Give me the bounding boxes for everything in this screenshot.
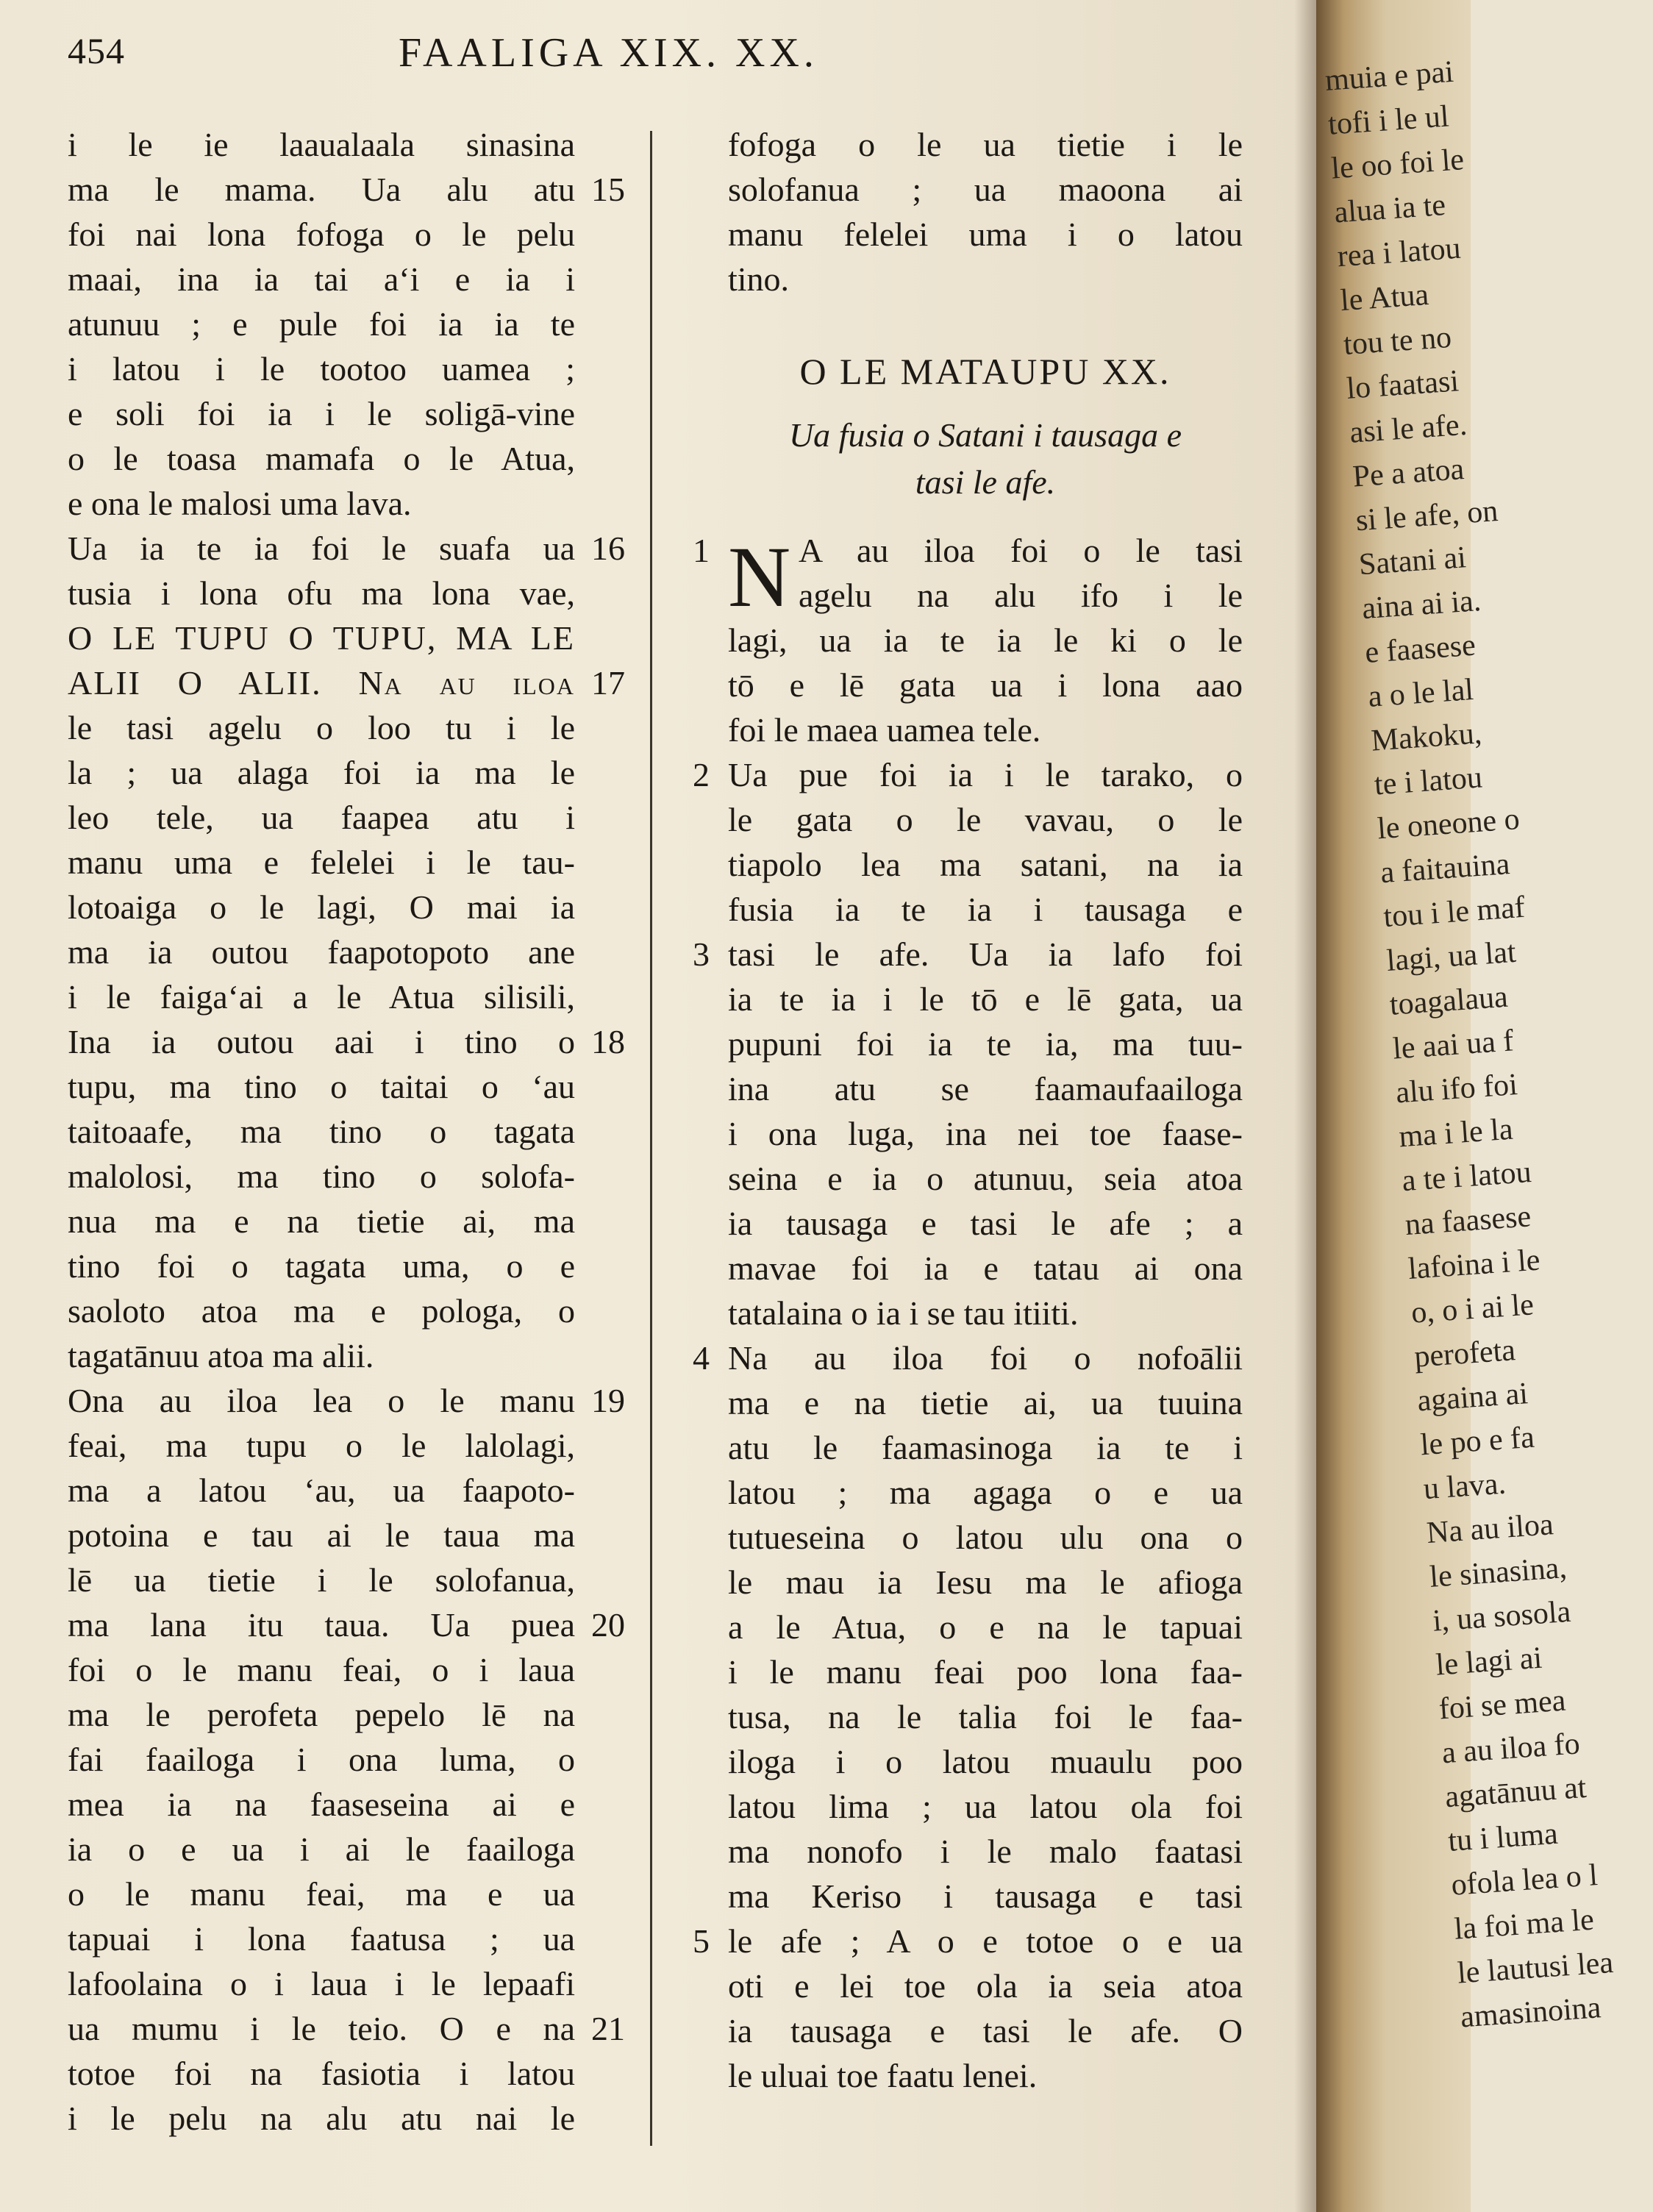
text-line <box>68 1647 634 1692</box>
text-line <box>728 573 1243 618</box>
text-line <box>68 122 634 167</box>
line-text: saoloto atoa ma e pologa, o <box>68 1292 575 1330</box>
text-line <box>68 391 634 436</box>
verse-number: 19 <box>591 1382 625 1419</box>
line-text: la ; ua alaga foi ia ma le <box>68 754 575 791</box>
line-text: Ua ia te ia foi le suafa ua <box>68 529 575 567</box>
line-text: latou ; ma agaga o e ua <box>728 1474 1243 1511</box>
verse-number: 1 <box>693 532 710 569</box>
text-line <box>68 2051 634 2096</box>
line-text: tutueseina o latou ulu ona o <box>728 1519 1243 1556</box>
facing-page-line: i, ua sosola <box>1431 1594 1572 1638</box>
line-text: iloga i o latou muaulu poo <box>728 1743 1243 1780</box>
text-line <box>728 1021 1243 1066</box>
line-text: ma le mama. Ua alu atu <box>68 171 575 208</box>
line-text: o le toasa mamafa o le Atua, <box>68 440 575 477</box>
text-line <box>728 707 1243 752</box>
chapter-body <box>693 528 1243 2098</box>
line-text: mea ia na faaseseina ai e <box>68 1785 575 1823</box>
line-text: ma Keriso i tausaga e tasi <box>728 1877 1243 1915</box>
text-line <box>68 795 634 840</box>
text-line <box>68 2006 634 2051</box>
text-line <box>68 1288 634 1333</box>
text-line <box>68 750 634 795</box>
verse-number: 4 <box>693 1339 710 1377</box>
text-line <box>68 1602 634 1647</box>
facing-page-line: muia e pai <box>1324 54 1455 98</box>
right-column <box>693 122 1243 2098</box>
text-line <box>68 1468 634 1513</box>
facing-page-line: a o le lal <box>1367 672 1475 714</box>
facing-page-line: le po e fa <box>1419 1420 1536 1463</box>
line-text: atu le faamasinoga ia te i <box>728 1429 1243 1466</box>
text-line <box>728 663 1243 707</box>
line-text: manu felelei uma i o latou <box>728 215 1243 253</box>
facing-page-line: o, o i ai le <box>1410 1288 1535 1330</box>
facing-page-line: si le afe, on <box>1354 494 1499 538</box>
text-line <box>68 302 634 346</box>
line-text: ma lana itu taua. Ua puea <box>68 1606 575 1644</box>
line-text: tiapolo lea ma satani, na ia <box>728 846 1243 883</box>
facing-page-line: a au iloa fo <box>1440 1727 1582 1771</box>
line-text: le tasi agelu o loo tu i le <box>68 709 575 746</box>
facing-page-line: a te i latou <box>1401 1155 1533 1199</box>
verse-number: 21 <box>591 2010 625 2047</box>
line-text: fofoga o le ua tietie i le <box>728 126 1243 163</box>
facing-page-line: aina ai ia. <box>1360 583 1482 627</box>
facing-page-line: ma i le la <box>1397 1112 1514 1155</box>
line-text: nua ma e na tietie ai, ma <box>68 1202 575 1240</box>
facing-page-line: le aai ua f <box>1391 1024 1515 1066</box>
line-text: i latou i le tootoo uamea ; <box>68 350 575 388</box>
text-line <box>728 977 1243 1021</box>
line-text: tapuai i lona faatusa ; ua <box>68 1920 575 1958</box>
text-line <box>68 1199 634 1244</box>
facing-page-line: le Atua <box>1339 277 1430 318</box>
text-line <box>728 1425 1243 1470</box>
line-text: lotoaiga o le lagi, O mai ia <box>68 888 575 926</box>
facing-page-line: la foi ma le <box>1453 1902 1596 1947</box>
text-line <box>728 1201 1243 1246</box>
text-line <box>68 436 634 481</box>
line-text: tatalaina o ia i se tau itiiti. <box>728 1294 1079 1332</box>
page-header <box>68 29 1244 81</box>
column-divider <box>650 131 652 2146</box>
facing-page-line: tofi i le ul <box>1327 99 1450 142</box>
line-text: i le pelu na alu atu nai le <box>68 2099 575 2137</box>
text-line <box>68 571 634 616</box>
line-text: ma le perofeta pepelo lē na <box>68 1696 575 1733</box>
text-line <box>728 1380 1243 1425</box>
facing-page-line: perofeta <box>1413 1333 1517 1374</box>
line-text: i le ie laaualaala sinasina <box>68 126 575 163</box>
text-line <box>728 1470 1243 1515</box>
facing-page-line: tou i le maf <box>1382 890 1527 935</box>
text-line <box>728 797 1243 842</box>
line-text: lafoolaina o i laua i le lepaafi <box>68 1965 575 2002</box>
line-text: le mau ia Iesu ma le afioga <box>728 1563 1243 1601</box>
text-line <box>728 2008 1243 2053</box>
line-text: seina e ia o atunuu, seia atoa <box>728 1160 1243 1197</box>
verse-number: 20 <box>591 1606 625 1644</box>
line-text: i le faiga‘ai a le Atua silisili, <box>68 978 575 1016</box>
text-line <box>728 1649 1243 1694</box>
line-text: fai faailoga i ona luma, o <box>68 1741 575 1778</box>
verse-number: 3 <box>693 935 710 973</box>
verse-number: 15 <box>591 171 625 208</box>
facing-page-line: toagalaua <box>1388 980 1510 1022</box>
text-line <box>728 212 1243 257</box>
text-line <box>728 2053 1243 2098</box>
line-text: a le Atua, o e na le tapuai <box>728 1608 1243 1646</box>
line-text: agelu na alu ifo i le <box>799 577 1243 614</box>
line-text: ia te ia i le tō e lē gata, ua <box>728 980 1243 1018</box>
text-line <box>68 212 634 257</box>
text-line <box>68 1064 634 1109</box>
text-line <box>68 346 634 391</box>
line-text: manu uma e felelei i le tau- <box>68 843 575 881</box>
text-line <box>68 1558 634 1602</box>
line-text: ia o e ua i ai le faailoga <box>68 1830 575 1868</box>
line-text: ina atu se faamaufaailoga <box>728 1070 1243 1107</box>
line-text: oti e lei toe ola ia seia atoa <box>728 1967 1243 2005</box>
text-line <box>728 122 1243 167</box>
line-text: feai, ma tupu o le lalolagi, <box>68 1427 575 1464</box>
chapter-title: O LE MATAUPU XX. <box>799 351 1171 392</box>
chapter-summary-line: Ua fusia o Satani i tausaga e <box>788 416 1182 454</box>
line-text: tupu, ma tino o taitai o ‘au <box>68 1068 575 1105</box>
left-column <box>68 122 634 2141</box>
text-line <box>68 1513 634 1558</box>
line-text: Ona au iloa lea o le manu <box>68 1382 575 1419</box>
facing-page-line: le sinasina, <box>1428 1550 1568 1594</box>
chapter-summary-line: tasi le afe. <box>915 463 1056 501</box>
facing-page-line: e faasese <box>1363 628 1477 670</box>
facing-page-line: alua ia te <box>1333 188 1447 230</box>
line-text: e soli foi ia i le soligā-vine <box>68 395 575 432</box>
text-line <box>68 1423 634 1468</box>
line-text: ma a latou ‘au, ua faapoto- <box>68 1471 575 1509</box>
facing-page-line: u lava. <box>1422 1466 1507 1507</box>
page-number: 454 <box>68 30 125 71</box>
facing-page-line: foi se mea <box>1438 1683 1567 1727</box>
line-text: lagi, ua ia te ia le ki o le <box>728 621 1243 659</box>
text-line <box>68 257 634 302</box>
text-line <box>728 1829 1243 1874</box>
line-text: Na au iloa foi o nofoālii <box>728 1339 1243 1377</box>
facing-page-edge <box>1316 0 1615 2212</box>
facing-page-line: tu i luma <box>1446 1816 1560 1859</box>
line-text: maai, ina ia tai a‘i e ia i <box>68 260 575 298</box>
text-line <box>68 1019 634 1064</box>
line-text: ia tausaga e tasi le afe. O <box>728 2012 1243 2049</box>
line-text: potoina e tau ai le taua ma <box>68 1516 575 1554</box>
text-line <box>68 1154 634 1199</box>
text-line <box>68 705 634 750</box>
facing-page-line: tou te no <box>1342 320 1453 362</box>
line-text: tino foi o tagata uma, o e <box>68 1247 575 1285</box>
text-line <box>728 1515 1243 1560</box>
line-text: ma ia outou faapotopoto ane <box>68 933 575 971</box>
chapter-summary <box>728 412 1243 506</box>
facing-page-line: againa ai <box>1416 1377 1529 1419</box>
line-text: ma nonofo i le malo faatasi <box>728 1833 1243 1870</box>
text-line <box>728 1739 1243 1784</box>
line-text: leo tele, ua faapea atu i <box>68 799 575 836</box>
text-line <box>693 752 1243 797</box>
verse-number: 18 <box>591 1023 625 1060</box>
line-text: latou lima ; ua latou ola foi <box>728 1788 1243 1825</box>
text-line <box>728 1605 1243 1649</box>
facing-page-text <box>1324 46 1653 2040</box>
facing-page-line: le lagi ai <box>1435 1641 1543 1683</box>
facing-page-line: agatānuu at <box>1443 1770 1588 1815</box>
line-text: totoe foi na fasiotia i latou <box>68 2055 575 2092</box>
line-text: i ona luga, ina nei toe faase- <box>728 1115 1243 1152</box>
right-column-continuation <box>728 122 1243 302</box>
drop-cap: N <box>728 529 791 625</box>
facing-page-line: na faasese <box>1404 1199 1532 1243</box>
line-text: le uluai toe faatu lenei. <box>728 2057 1038 2094</box>
text-line <box>68 1827 634 1872</box>
line-text: tasi le afe. Ua ia lafo foi <box>728 935 1243 973</box>
verse-number: 17 <box>591 664 625 702</box>
text-line <box>728 887 1243 932</box>
line-text: le gata o le vavau, o le <box>728 801 1243 838</box>
text-line <box>68 1872 634 1916</box>
text-line <box>68 526 634 571</box>
facing-page-line: lo faatasi <box>1345 364 1460 406</box>
line-text: O LE TUPU O TUPU, MA LE <box>68 619 575 657</box>
line-text: ua mumu i le teio. O e na <box>68 2010 575 2047</box>
line-text: tino. <box>728 260 790 298</box>
facing-page-line: Pe a atoa <box>1352 452 1465 494</box>
text-line <box>728 1784 1243 1829</box>
text-line <box>728 1694 1243 1739</box>
text-line <box>693 1335 1243 1380</box>
line-text: fusia ia te ia i tausaga e <box>728 891 1243 928</box>
text-line <box>728 618 1243 663</box>
line-text: A au iloa foi o le tasi <box>799 532 1243 569</box>
verse-number: 2 <box>693 756 710 793</box>
text-line <box>68 167 634 212</box>
running-title: FAALIGA XIX. XX. <box>399 30 818 76</box>
facing-page-line: lagi, ua lat <box>1385 935 1518 978</box>
text-line <box>728 1560 1243 1605</box>
facing-page-line: te i latou <box>1373 760 1484 802</box>
text-line <box>728 1874 1243 1919</box>
text-line <box>693 1919 1243 1963</box>
line-text: foi le maea uamea tele. <box>728 711 1041 749</box>
text-line <box>68 1333 634 1378</box>
facing-page-line: amasinoina <box>1459 1991 1602 2035</box>
line-text: solofanua ; ua maoona ai <box>728 171 1243 208</box>
line-text: i le manu feai poo lona faa- <box>728 1653 1243 1691</box>
facing-page-line: a faitauina <box>1379 847 1511 891</box>
text-line <box>68 481 634 526</box>
text-line <box>728 1066 1243 1111</box>
facing-page-line: lafoina i le <box>1407 1243 1541 1286</box>
line-text: malolosi, ma tino o solofa- <box>68 1157 575 1195</box>
text-line <box>68 616 634 660</box>
text-line <box>728 167 1243 212</box>
text-line <box>68 1692 634 1737</box>
facing-page-line: Satani ai <box>1357 540 1468 582</box>
line-text: tusia i lona ofu ma lona vae, <box>68 574 575 612</box>
text-line <box>68 974 634 1019</box>
line-text: lē ua tietie i le solofanua, <box>68 1561 575 1599</box>
line-text: atunuu ; e pule foi ia ia te <box>68 305 575 343</box>
text-line <box>68 840 634 885</box>
line-text: tusa, na le talia foi le faa- <box>728 1698 1243 1735</box>
verse-number: 5 <box>693 1922 710 1960</box>
facing-page-line: Makoku, <box>1370 716 1483 758</box>
text-line <box>68 1378 634 1423</box>
line-text: Ina ia outou aai i tino o <box>68 1023 575 1060</box>
facing-page-line: rea i latou <box>1336 231 1462 274</box>
facing-page-line: alu ifo foi <box>1394 1068 1519 1110</box>
text-line <box>728 1291 1243 1335</box>
line-text: ALII O ALII. Na au iloa <box>68 664 575 702</box>
text-line <box>68 1782 634 1827</box>
line-text: tagatānuu atoa ma alii. <box>68 1337 374 1374</box>
text-line <box>728 1246 1243 1291</box>
text-line <box>68 1737 634 1782</box>
line-text: e ona le malosi uma lava. <box>68 485 412 522</box>
text-line <box>693 932 1243 977</box>
text-line <box>728 1156 1243 1201</box>
text-line <box>68 1109 634 1154</box>
facing-page-line: le oneone o <box>1376 802 1521 846</box>
line-text: tō e lē gata ua i lona aao <box>728 666 1243 704</box>
facing-page-line: asi le afe. <box>1348 407 1468 450</box>
facing-page-line: le oo foi le <box>1329 143 1465 186</box>
line-text: foi o le manu feai, o i laua <box>68 1651 575 1688</box>
line-text: pupuni foi ia te ia, ma tuu- <box>728 1025 1243 1063</box>
facing-page-line: le lautusi lea <box>1456 1945 1615 1991</box>
line-text: mavae foi ia e tatau ai ona <box>728 1249 1243 1287</box>
text-line <box>68 2096 634 2141</box>
line-text: le afe ; A o e totoe o e ua <box>728 1922 1243 1960</box>
text-line <box>68 1916 634 1961</box>
text-line <box>68 885 634 930</box>
facing-page-line: ofola lea o l <box>1450 1858 1599 1902</box>
text-line <box>68 660 634 705</box>
text-line <box>728 1111 1243 1156</box>
line-text: taitoaafe, ma tino o tagata <box>68 1113 575 1150</box>
text-line <box>68 930 634 974</box>
text-line <box>68 1244 634 1288</box>
verse-number: 16 <box>591 529 625 567</box>
facing-page-line: Na au iloa <box>1425 1508 1554 1551</box>
line-text: ia tausaga e tasi le afe ; a <box>728 1205 1243 1242</box>
text-line <box>728 1963 1243 2008</box>
line-text: ma e na tietie ai, ua tuuina <box>728 1384 1243 1421</box>
line-text: o le manu feai, ma e ua <box>68 1875 575 1913</box>
line-text: foi nai lona fofoga o le pelu <box>68 215 575 253</box>
text-line <box>728 842 1243 887</box>
line-text: Ua pue foi ia i le tarako, o <box>728 756 1243 793</box>
text-line <box>68 1961 634 2006</box>
text-line <box>728 257 1243 302</box>
